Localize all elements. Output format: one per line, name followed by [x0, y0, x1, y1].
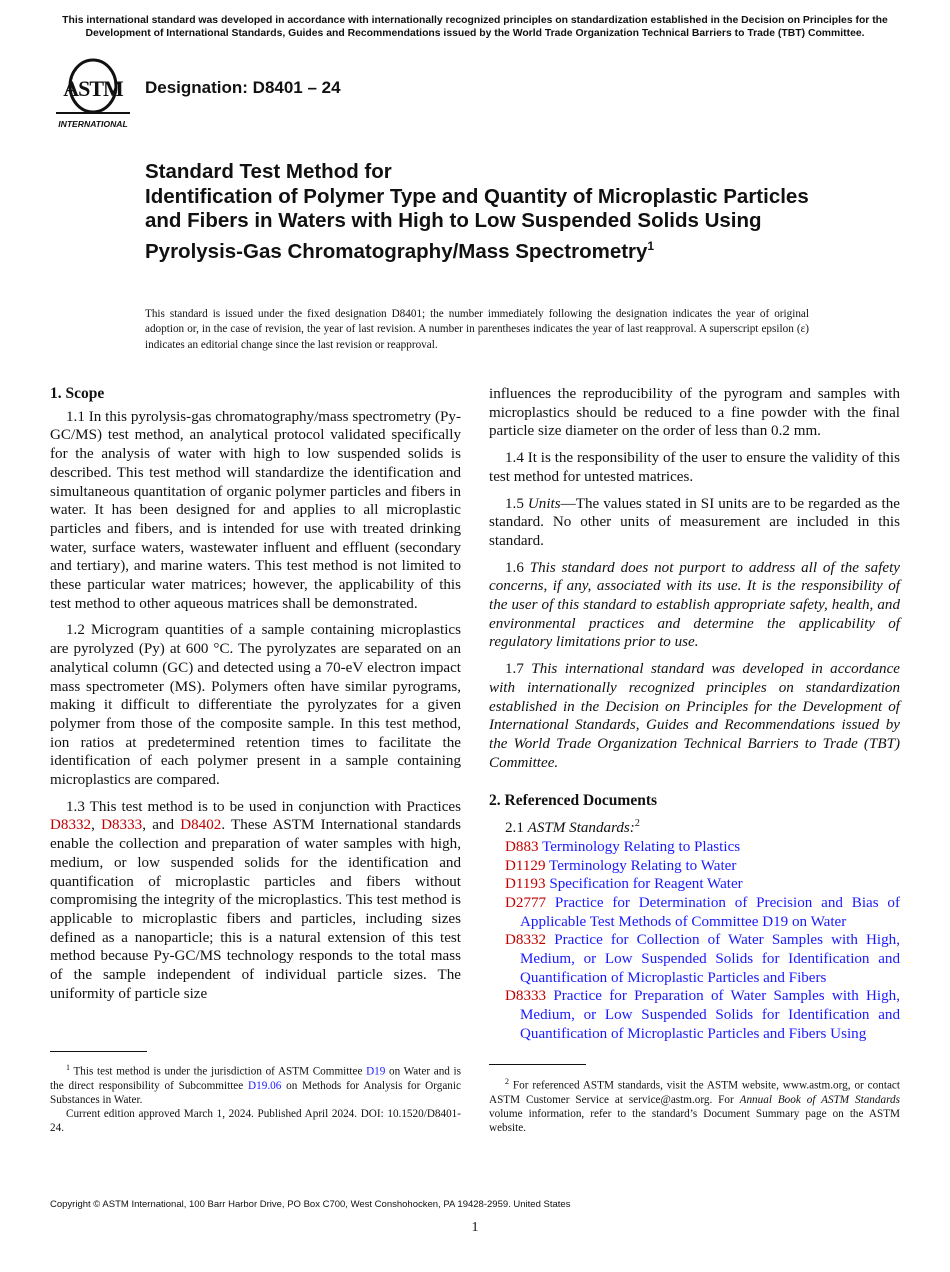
reference-code[interactable]: D2777 [505, 894, 547, 911]
footnote-1 [50, 1061, 461, 1135]
title-line-1: Standard Test Method for [145, 160, 392, 183]
para-1-2: 1.2 Microgram quantities of a sample containing microplastics are pyrolyzed (Py) at 600 °C. The pyrolyzates are separated on an analytical column (GC) and detected using a 70-eV electron impact mass spectrometer (MS). Polymers often have similar pyrograms, making it difficult to differentiate the pyrolyzates for a given polymer from those of the composite sample. In this test method, ion ratios at predetermined retention times to facilitate the identification of each polymer present in a sample containing microplastics are compared. [50, 622, 461, 789]
scope-heading: 1. Scope [50, 385, 105, 402]
footnote-2-text [489, 1075, 900, 1135]
reference-title[interactable]: Practice for Determination of Precision and Bias of Applicable Test Methods of Committee D19 on Water [520, 894, 900, 930]
para-1-7 [489, 660, 900, 772]
title-main-text: Identification of Polymer Type and Quantity of Microplastic Particles and Fibers in Waters with High to Low Suspended Solids Using Pyrolysis-Gas Chromatography/Mass Spectrometry [145, 184, 809, 263]
footnote-text: volume information, refer to the standard’s Document Summary page on the ASTM website. [489, 1107, 900, 1134]
para-number: 2.1 [505, 820, 528, 837]
left-column [50, 385, 461, 1012]
reference-title[interactable]: Terminology Relating to Plastics [542, 838, 741, 855]
separator: , and [142, 817, 181, 834]
reference-item[interactable] [489, 857, 900, 876]
refdocs-subheading [489, 815, 900, 838]
footnote-1-edition: Current edition approved March 1, 2024. Published April 2024. DOI: 10.1520/D8401-24. [50, 1107, 461, 1134]
para-1-7-text: This international standard was developed in accordance with internationally recognized principles on standardization established in the Decision on Principles for the Development of International Standards, Guides and Recommendations issued by the World Trade Organization Technical Barriers to Trade (TBT) Committee. [489, 661, 901, 771]
para-1-6 [489, 559, 900, 653]
reference-code[interactable]: D1129 [505, 857, 546, 874]
reference-title[interactable]: Practice for Collection of Water Samples with High, Medium, or Low Suspended Solids for Identification and Quantification of Microplastic Particles and Fibers [520, 932, 900, 986]
refdocs-heading: 2. Referenced Documents [489, 792, 658, 810]
annual-book-title: Annual Book of ASTM Standards [739, 1093, 900, 1106]
footnote-mark: 1 [66, 1063, 70, 1072]
reference-item[interactable] [489, 931, 900, 987]
para-1-5 [489, 495, 900, 551]
reference-title[interactable]: Practice for Preparation of Water Samples with High, Medium, or Low Suspended Solids for Identification and Quantification of Microplastic Particles and Fibers Using [520, 988, 900, 1042]
right-column [489, 385, 900, 1044]
reference-code[interactable]: D1193 [505, 876, 546, 893]
reference-item[interactable] [489, 875, 900, 894]
footnote-rule-right [489, 1064, 586, 1065]
link-d8332[interactable]: D8332 [50, 817, 92, 834]
para-1-6-text: This standard does not purport to address all of the safety concerns, if any, associated with its use. It is the responsibility of the user of this standard to establish appropriate safety, health, and environmental practices and determine the applicability of regulatory limitations prior to use. [489, 559, 901, 651]
footnote-text: on Methods for Analysis for Organic Substances in Water. [50, 1079, 461, 1106]
document-title [145, 160, 845, 264]
para-1-3-continued: influences the reproducibility of the pyrogram and samples with microplastics should be reduced to a fine powder with the final particle size diameter on the order of less than 0.2 mm. [489, 386, 900, 440]
footnote-mark: 2 [505, 1077, 509, 1086]
reference-list [489, 838, 900, 1044]
reference-code[interactable]: D883 [505, 838, 539, 855]
footnote-1-text [50, 1061, 461, 1107]
separator: , [91, 817, 102, 834]
designation: Designation: D8401 – 24 [145, 78, 341, 97]
para-1-4: 1.4 It is the responsibility of the user to ensure the validity of this test method for untested matrices. [489, 450, 900, 485]
page-number: 1 [471, 1220, 479, 1235]
para-number: 1.7 [505, 661, 532, 678]
copyright: Copyright © ASTM International, 100 Barr Harbor Drive, PO Box C700, West Conshohocken, PA 19428-2959. United States [50, 1199, 571, 1210]
footnote-2 [489, 1075, 900, 1135]
footnote-mark-2[interactable]: 2 [634, 818, 640, 830]
reference-item[interactable] [489, 838, 900, 857]
para-1-3-text-rest: . These ASTM International standards enable the collection and preparation of water samples with high, medium, or low suspended solids for the identification and quantification of microplastic particles and fibers without compromising the integrity of the microplastics. This test method is applicable to microplastic fibers and particles, including sizes defined as a nanoparticle; this is a natural extension of this test method because Py-GC/MS technology responds to the total mass of the sample independent of individual particle sizes. The uniformity of particle size [50, 817, 462, 1002]
reference-item[interactable] [489, 894, 900, 931]
title-footnote-mark[interactable]: 1 [647, 238, 655, 253]
units-label: Units [527, 495, 561, 512]
astm-logo-icon [52, 58, 134, 130]
astm-logo [52, 58, 134, 130]
para-1-3 [50, 798, 461, 1004]
reference-title[interactable]: Specification for Reagent Water [549, 876, 743, 893]
wto-banner: This international standard was developed in accordance with internationally recognized principles on standardization established in the Decision on Principles for the Development of International Standards, Guides and Recommendations issued by the World Trade Organization Technical Barriers to Trade (TBT) Committee. [62, 15, 888, 39]
para-1-3-text: 1.3 This test method is to be used in conjunction with Practices [66, 798, 461, 815]
issued-note: This standard is issued under the fixed designation D8401; the number immediately following the designation indicates the year of original adoption or, in the case of revision, the year of last revision. A number in parentheses indicates the year of last reapproval. A superscript epsilon (ε) indicates an editorial change since the last revision or reapproval. [145, 308, 809, 351]
link-d19-06[interactable]: D19.06 [248, 1079, 282, 1092]
footnote-text: on Water and is the direct responsibility of Subcommittee [50, 1065, 461, 1092]
footnote-text: For referenced ASTM standards, visit the ASTM website, www.astm.org, or contact ASTM Customer Service at service@astm.org. For [489, 1079, 900, 1106]
logo-subtext: INTERNATIONAL [58, 119, 128, 129]
reference-code[interactable]: D8333 [505, 988, 547, 1005]
link-d19[interactable]: D19 [366, 1065, 386, 1078]
link-d8333[interactable]: D8333 [101, 817, 143, 834]
para-1-5-text: —The values stated in SI units are to be regarded as the standard. No other units of measurement are included in this standard. [489, 495, 900, 549]
logo-text: ASTM [63, 76, 123, 101]
link-d8402[interactable]: D8402 [180, 817, 222, 834]
title-main [145, 185, 845, 264]
reference-title[interactable]: Terminology Relating to Water [549, 857, 737, 874]
reference-code[interactable]: D8332 [505, 932, 547, 949]
reference-item[interactable] [489, 987, 900, 1043]
astm-standards-label: ASTM Standards: [527, 820, 635, 837]
footnote-text: This test method is under the jurisdiction of ASTM Committee [70, 1065, 367, 1078]
para-number: 1.6 [505, 559, 530, 576]
footnote-rule-left [50, 1051, 147, 1052]
para-1-1: 1.1 In this pyrolysis-gas chromatography/mass spectrometry (Py-GC/MS) test method, an analytical protocol validated specifically for the analysis of water with high to low suspended solids is described. This test method will standardize the identification and simultaneous quantitation of organic polymer particles and fibers in water. It has been designed for and applies to all microplastic particles and fibers, and is intended for use with treated drinking water, surface waters, wastewater influent and effluent (secondary and tertiary), and marine waters. This test method is not limited to these particular water matrices; however, the applicability of this test method to other aqueous matrices shall be demonstrated. [50, 408, 461, 612]
para-number: 1.5 [505, 495, 528, 512]
